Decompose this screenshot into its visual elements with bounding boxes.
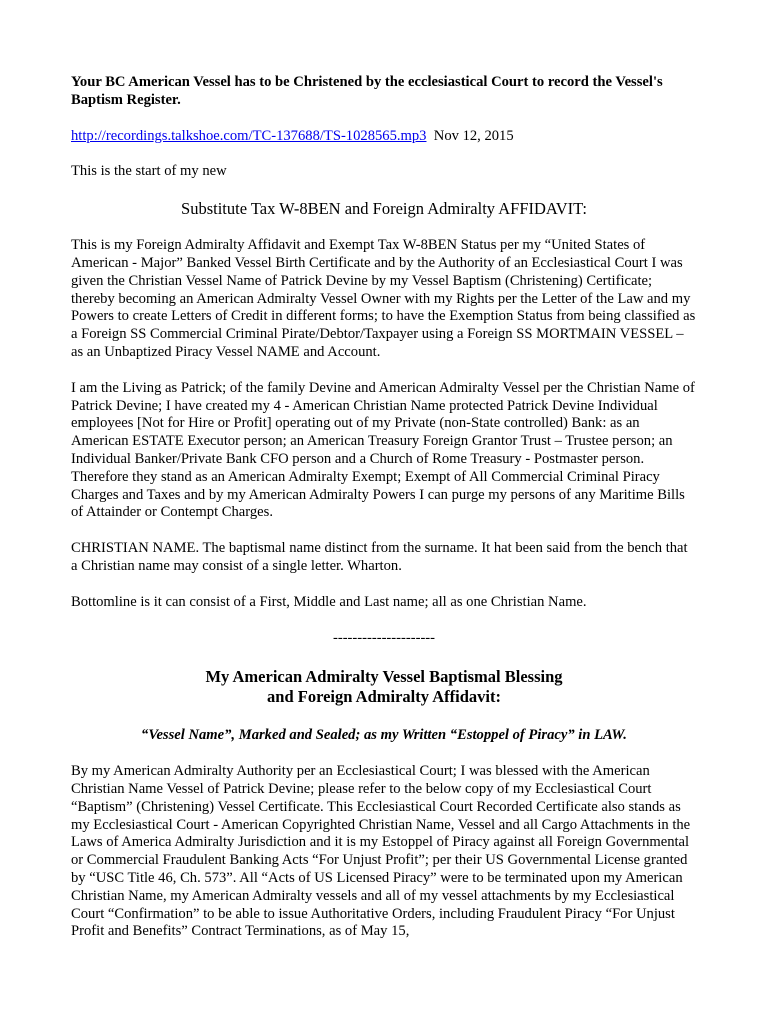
divider: --------------------- [332, 629, 436, 646]
start-line: This is the start of my new [71, 163, 227, 180]
paragraph-affidavit: This is my Foreign Admiralty Affidavit and Exempt Tax W-8BEN Status per my “United States of American - Major” Banked Vessel Birth Certificate and by the Authority of an Ecclesiastical Court I was given the Christian Vessel Name of Patrick Devine by my Vessel Baptism (Christening) Certificate; thereby becoming an American Admiralty Vessel Owner with my Rights per the Letter of the Law and my Powers to create Letters of Credit in different forms; to have the Exemption Status from being classified as a Foreign SS Commercial Criminal Pirate/Debtor/Taxpayer using a Foreign SS MORTMAIN VESSEL – as an Unbaptized Piracy Vessel NAME and Account. [71, 237, 696, 360]
document-body [71, 74, 697, 941]
intro-heading: Your BC American Vessel has to be Christened by the ecclesiastical Court to record the Vessel's Baptism Register. [71, 74, 663, 108]
affidavit-subheading: Substitute Tax W-8BEN and Foreign Admiralty AFFIDAVIT: [181, 199, 587, 219]
paragraph-christian-name: CHRISTIAN NAME. The baptismal name distinct from the surname. It hat been said from the bench that a Christian name may consist of a single letter. Wharton. [71, 540, 688, 574]
section-title-line2: and Foreign Admiralty Affidavit: [267, 687, 501, 707]
section-tagline: “Vessel Name”, Marked and Sealed; as my Written “Estoppel of Piracy” in LAW. [141, 727, 627, 744]
recording-line [71, 128, 697, 146]
section-title-line1: My American Admiralty Vessel Baptismal Blessing [205, 667, 563, 687]
recording-date: Nov 12, 2015 [433, 127, 514, 144]
section-body: By my American Admiralty Authority per an Ecclesiastical Court; I was blessed with the American Christian Name Vessel of Patrick Devine; please refer to the below copy of my Ecclesiastical Court “Baptism” (Christening) Vessel Certificate. This Ecclesiastical Court Recorded Certificate also stands as my Ecclesiastical Court - American Copyrighted Christian Name, Vessel and all Cargo Attachments in the Laws of America Admiralty Jurisdiction and it is my Estoppel of Piracy against all Foreign Governmental or Commercial Fraudulent Banking Acts “For Unjust Profit”; per their US Governmental License granted by “USC Title 46, Ch. 573”. All “Acts of US Licensed Piracy” were to be terminated upon my American Christian Name, my American Admiralty vessels and all of my vessel attachments by my Ecclesiastical Court “Confirmation” to be able to issue Authoritative Orders, including Fraudulent Piracy “For Unjust Profit and Benefits” Contract Terminations, as of May 15, [71, 763, 691, 940]
recording-link[interactable]: http://recordings.talkshoe.com/TC-137688/TS-1028565.mp3 [71, 127, 427, 144]
paragraph-bottomline: Bottomline is it can consist of a First, Middle and Last name; all as one Christian Name. [71, 593, 587, 610]
paragraph-living: I am the Living as Patrick; of the family Devine and American Admiralty Vessel per the Christian Name of Patrick Devine; I have created my 4 - American Christian Name protected Patrick Devine Individual employees [Not for Hire or Profit] operating out of my Private (non-State controlled) Bank: as an American ESTATE Executor person; an American Treasury Foreign Grantor Trust – Trustee person; an Individual Banker/Private Bank CFO person and a Church of Rome Treasury - Postmaster person. Therefore they stand as an American Admiralty Exempt; Exempt of All Commercial Criminal Piracy Charges and Taxes and by my American Admiralty Powers I can purge my persons of any Maritime Bills of Attainder or Contempt Charges. [71, 379, 695, 521]
